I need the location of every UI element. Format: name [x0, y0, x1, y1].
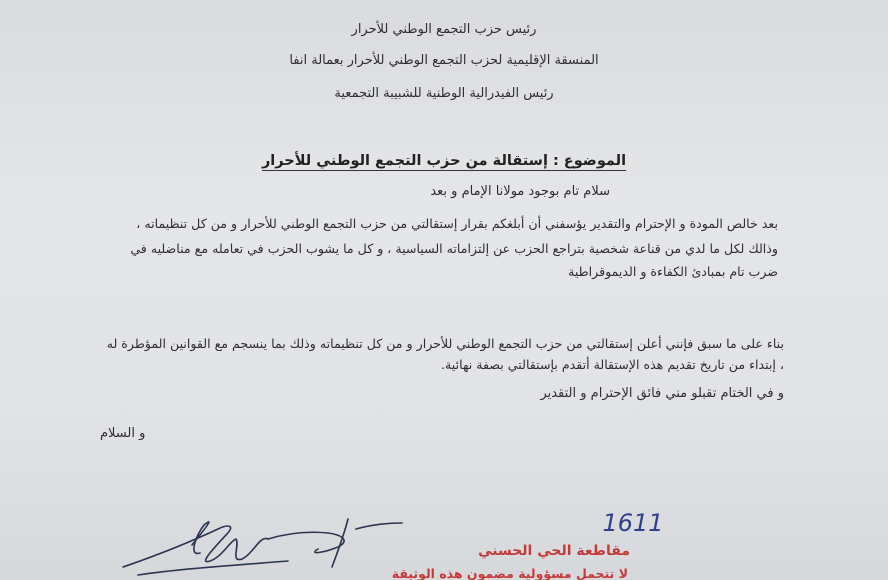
paragraph-1-line-1: بعد خالص المودة و الإحترام والتقدير يؤسفني أن أبلغكم بقرار إستقالتي من حزب التجمع الوطني للأحرار و من كل تنظيماته ،	[136, 216, 778, 231]
greeting: سلام تام بوجود مولانا الإمام و بعد	[430, 184, 610, 199]
subject-heading	[0, 153, 888, 169]
paragraph-2-line-2: ، إبتداء من تاريخ تقديم هذه الإستقالة أتقدم بإستقالتي بصفة نهائية.	[441, 357, 784, 372]
stamp-handwritten-number	[598, 505, 668, 540]
recipient-line-3: رئيس الفيدرالية الوطنية للشبيبة التجمعية	[334, 86, 554, 101]
handwritten-signature	[118, 505, 408, 580]
recipient-line-2: المنسقة الإقليمية لحزب التجمع الوطني للأحرار بعمالة انفا	[289, 53, 599, 68]
paragraph-1-line-2: وذالك لكل ما لدي من قناعة شخصية بتراجع الحزب عن إلتزاماته السياسية ، و كل ما يشوب الحزب في تعامله مع مناضليه في	[130, 241, 778, 256]
stamp-line-1: مقاطعة الحي الحسني	[478, 543, 630, 559]
stamp-line-2: لا تتحمل مسؤولية مضمون هذه الوثيقة	[391, 566, 628, 580]
closing-line: و في الختام تقبلو مني فائق الإحترام و التقدير	[540, 386, 784, 401]
stamp-number-text: 1611	[602, 509, 664, 537]
paragraph-2-line-1: بناء على ما سبق فإنني أعلن إستقالتي من حزب التجمع الوطني للأحرار و من كل تنظيماته وذلك بما ينسجم مع القوانين المؤطرة له	[106, 336, 784, 351]
subject-text: الموضوع : إستقالة من حزب التجمع الوطني للأحرار	[261, 153, 627, 169]
salutation: و السلام	[100, 426, 146, 441]
recipient-line-1: رئيس حزب التجمع الوطني للأحرار	[351, 22, 537, 37]
paragraph-1-line-3: ضرب تام بمبادئ الكفاءة و الديموقراطية	[568, 264, 778, 279]
